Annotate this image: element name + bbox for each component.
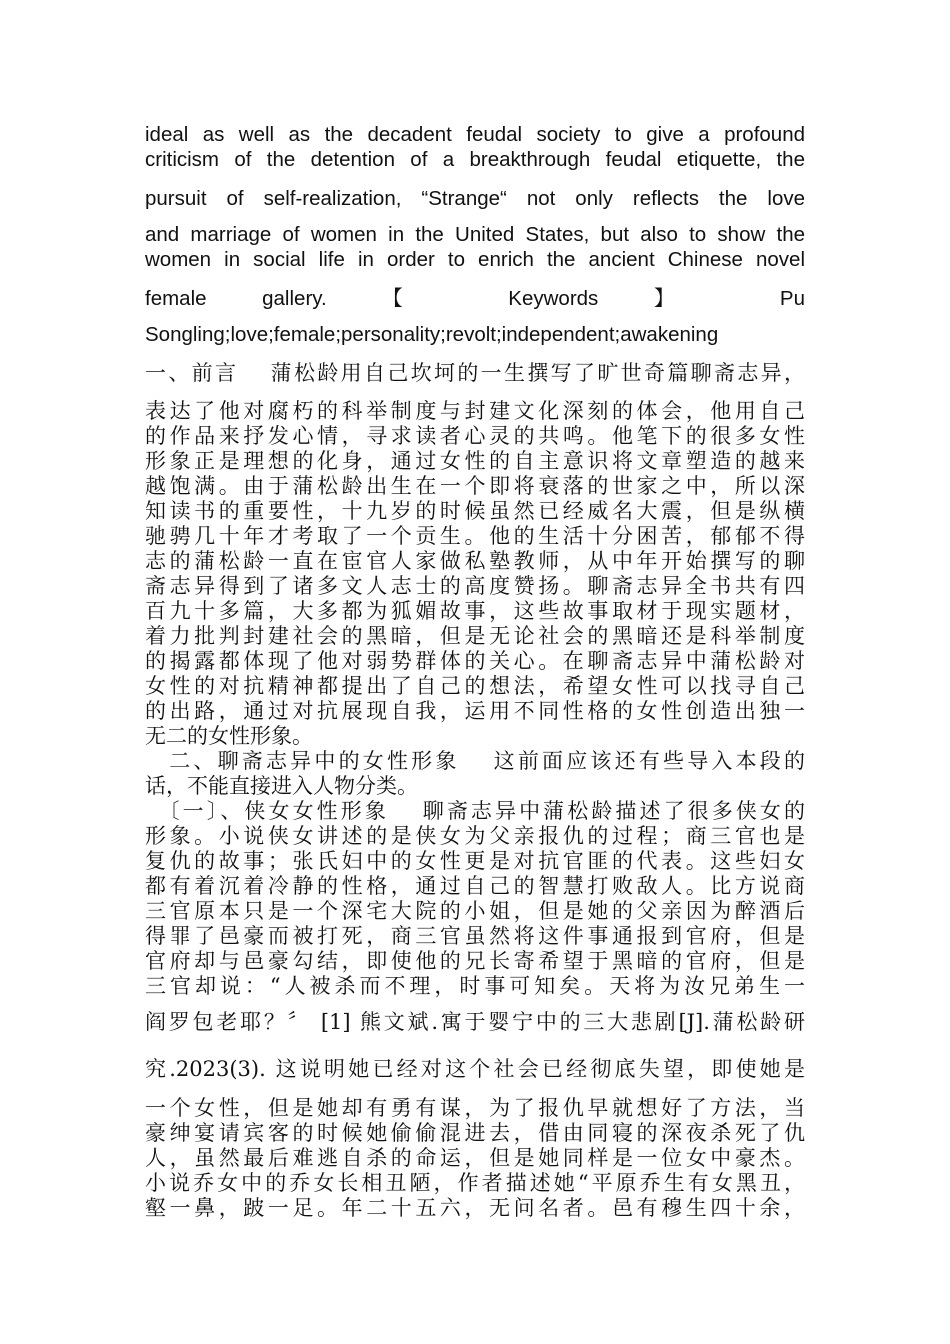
body-line: 复仇的故事；张氏妇中的女性更是对抗官匪的代表。这些妇女 — [145, 849, 805, 873]
section-heading-preface: 一、前言 蒲松龄用自己坎坷的一生撰写了旷世奇篇聊斋志异， — [145, 361, 805, 385]
body-line: 豪绅宴请宾客的时候她偷偷混进去，借由同寝的深夜杀死了仇 — [145, 1121, 805, 1145]
body-line: 官府却与邑豪勾结，即使他的兄长寄希望于黑暗的官府，但是 — [145, 949, 805, 973]
body-line: 形象正是理想的化身，通过女性的自主意识将文章塑造的越来 — [145, 449, 805, 473]
citation-line: 究.2023(3). 这说明她已经对这个社会已经彻底失望，即使她是 — [145, 1057, 805, 1081]
body-line: 知读书的重要性，十九岁的时候虽然已经威名大震，但是纵横 — [145, 499, 805, 523]
keywords-heading: female gallery. 【 Keywords 】 Pu — [145, 287, 805, 310]
body-line: 得罪了邑豪而被打死，商三官虽然将这件事通报到官府，但是 — [145, 924, 805, 948]
body-line: 志的蒲松龄一直在宦官人家做私塾教师，从中年开始撰写的聊 — [145, 549, 805, 573]
body-line: 驰骋几十年才考取了一个贡生。他的生活十分困苦，郁郁不得 — [145, 524, 805, 548]
body-line: 女性的对抗精神都提出了自己的想法，希望女性可以找寻自己 — [145, 674, 805, 698]
body-line: 的出路，通过对抗展现自我，运用不同性格的女性创造出独一 — [145, 699, 805, 723]
abstract-line: women in social life in order to enrich the ancient Chinese novel — [145, 248, 805, 271]
body-line: 三官原本只是一个深宅大院的小姐，但是她的父亲因为醉酒后 — [145, 899, 805, 923]
body-line: 壑一鼻，跛一足。年二十五六，无问名者。邑有穆生四十余， — [145, 1196, 805, 1220]
body-line: 着力批判封建社会的黑暗，但是无论社会的黑暗还是科举制度 — [145, 624, 805, 648]
abstract-line: and marriage of women in the United States, but also to show the — [145, 223, 805, 246]
body-line: 都有着沉着冷静的性格，通过自己的智慧打败敌人。比方说商 — [145, 874, 805, 898]
body-line: 小说乔女中的乔女长相丑陋，作者描述她“平原乔生有女黑丑， — [145, 1171, 805, 1195]
keywords-list: Songling;love;female;personality;revolt;independent;awakening — [145, 323, 719, 346]
citation-line: 阎罗包老耶？〞 [1] 熊文斌.寓于婴宁中的三大悲剧[J].蒲松龄研 — [145, 1010, 805, 1034]
abstract-line: criticism of the detention of a breakthrough feudal etiquette, the — [145, 148, 805, 171]
body-line: 形象。小说侠女讲述的是侠女为父亲报仇的过程；商三官也是 — [145, 824, 805, 848]
body-line: 的揭露都体现了他对弱势群体的关心。在聊斋志异中蒲松龄对 — [145, 649, 805, 673]
subsection-heading-heroine: 〔一〕、侠女女性形象 聊斋志异中蒲松龄描述了很多侠女的 — [145, 799, 805, 823]
body-line: 话，不能直接进入人物分类。 — [145, 774, 418, 798]
body-line: 表达了他对腐朽的科举制度与封建文化深刻的体会，他用自己 — [145, 399, 805, 423]
abstract-line: pursuit of self-realization, “Strange“ not only reflects the love — [145, 187, 805, 210]
abstract-line: ideal as well as the decadent feudal society to give a profound — [145, 123, 805, 146]
body-line: 百九十多篇，大多都为狐媚故事，这些故事取材于现实题材， — [145, 599, 805, 623]
body-line: 越饱满。由于蒲松龄出生在一个即将衰落的世家之中，所以深 — [145, 474, 805, 498]
body-line: 一个女性，但是她却有勇有谋，为了报仇早就想好了方法，当 — [145, 1096, 805, 1120]
body-line: 人，虽然最后难逃自杀的命运，但是她同样是一位女中豪杰。 — [145, 1146, 805, 1170]
body-line: 的作品来抒发心情，寻求读者心灵的共鸣。他笔下的很多女性 — [145, 424, 805, 448]
body-line: 无二的女性形象。 — [145, 724, 313, 748]
body-line: 三官却说：“人被杀而不理，时事可知矣。天将为汝兄弟生一 — [145, 974, 805, 998]
body-line: 斋志异得到了诸多文人志士的高度赞扬。聊斋志异全书共有四 — [145, 574, 805, 598]
section-heading-female-images: 二、聊斋志异中的女性形象 这前面应该还有些导入本段的 — [145, 749, 805, 773]
